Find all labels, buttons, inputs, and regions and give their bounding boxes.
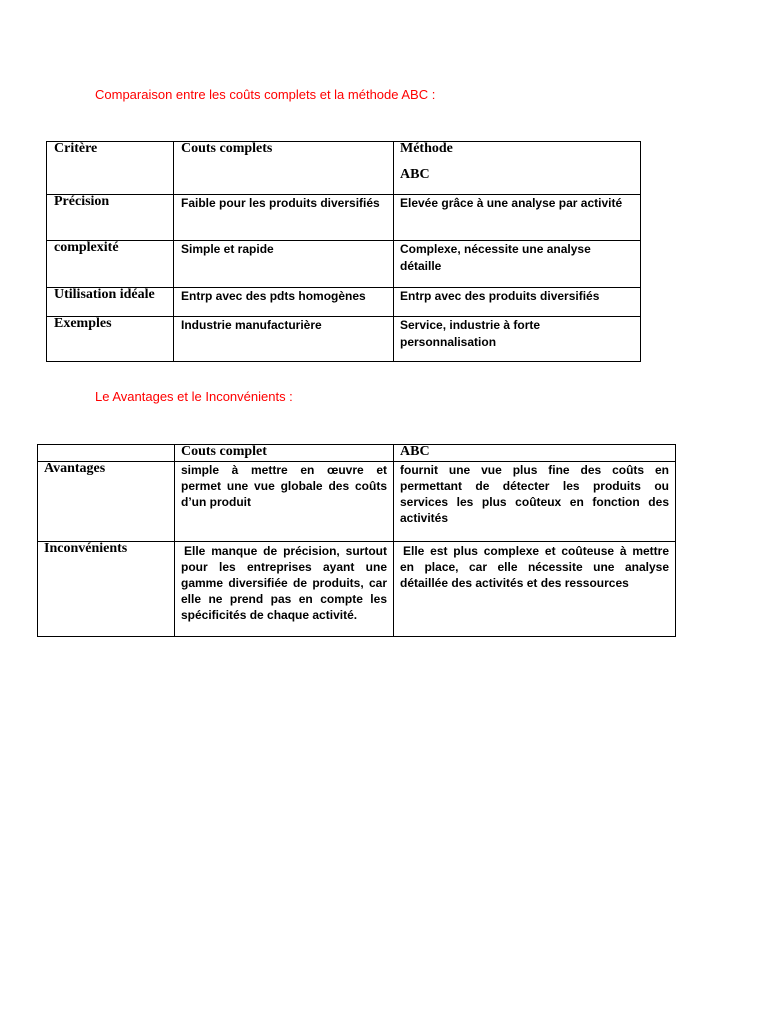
cell-text: Entrp avec des pdts homogènes [181,289,366,303]
cell-text-line: Elle est plus complexe et coûteuse à mettre [403,544,669,558]
cell-text-line: elle ne prend pas en compte les [181,592,387,606]
header-abc-line: ABC [400,167,430,182]
cell-text-line: détaillée des activités et des ressources [400,576,629,590]
row-label-avantages: Avantages [38,462,175,542]
cell-text: Elevée grâce à une analyse par activité [400,196,623,210]
cell-text: Entrp avec des produits diversifiés [400,289,600,303]
cell-text-line: permet une vue globale des coûts [181,479,387,493]
header-cell-abc [394,142,641,195]
comparison-heading: Comparaison entre les coûts complets et la méthode ABC : [95,87,436,102]
row-label-exemples: Exemples [47,317,174,362]
cell-abc [394,195,641,241]
comparison-table [46,141,641,362]
cell-abc [394,542,676,637]
cell-text: Complexe, nécessite une analyse [400,242,591,256]
cell-text-line: simple à mettre en œuvre et [181,463,387,477]
cell-text: détaille [400,259,442,273]
cell-full-costing [174,241,394,288]
cell-full-costing [174,317,394,362]
cell-text: Service, industrie à forte [400,318,541,332]
cell-full-costing [175,542,394,637]
row-label-utilisation: Utilisation idéale [47,288,174,317]
cell-abc [394,462,676,542]
pros-cons-table [37,444,676,637]
cell-text-line: gamme diversifiée de produits, car [181,576,387,590]
row-label-inconvenients: Inconvénients [38,542,175,637]
cell-text: Faible pour les produits diversifiés [181,196,380,210]
cell-text-line: spécificités de chaque activité. [181,608,358,622]
header-cell-criterion: Critère [47,142,174,195]
cell-abc [394,288,641,317]
cell-text-line: Elle manque de précision, surtout [184,544,387,558]
cell-full-costing [175,462,394,542]
cell-abc [394,317,641,362]
cell-text-line: activités [400,511,449,525]
cell-text-line: permettant de détecter les produits ou [400,479,669,493]
cell-text-line: d’un produit [181,495,251,509]
cell-text-line: services les plus coûteux en fonction des [400,495,669,509]
header-cell-empty [38,445,175,462]
cell-text-line: en place, car elle nécessite une analyse [400,560,669,574]
cell-text-line: fournit une vue plus fine des coûts en [400,463,669,477]
cell-text: personnalisation [400,335,497,349]
row-label-complexite: complexité [47,241,174,288]
header-abc-line: Méthode [400,142,453,156]
pros-cons-heading: Le Avantages et le Inconvénients : [95,389,293,404]
cell-abc [394,241,641,288]
cell-text: Industrie manufacturière [181,318,322,332]
header-cell-abc: ABC [394,445,676,462]
cell-text: Simple et rapide [181,242,274,256]
cell-full-costing [174,195,394,241]
row-label-precision: Précision [47,195,174,241]
cell-text-line: pour les entreprises ayant une [181,560,387,574]
header-cell-full-costing: Couts complet [175,445,394,462]
header-cell-full-costing: Couts complets [174,142,394,195]
cell-full-costing [174,288,394,317]
